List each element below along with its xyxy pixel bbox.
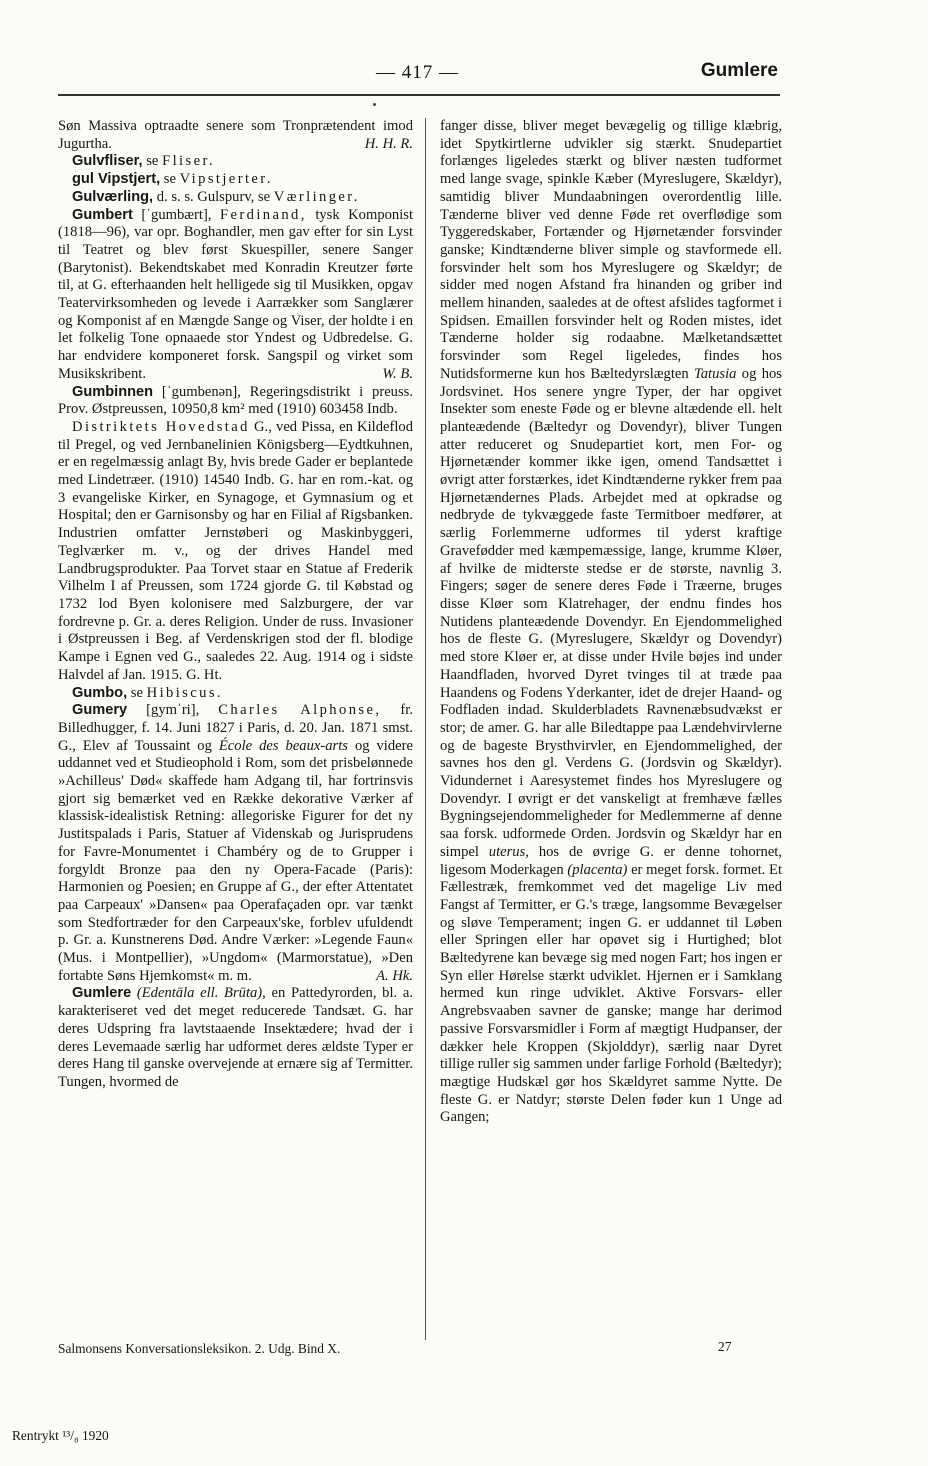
page-header <box>58 58 778 92</box>
person-name: Charles Alphonse, <box>218 702 382 719</box>
left-column <box>58 118 413 1092</box>
entry-gumlere: Gumlere (Edentāla ell. Brūta), en Pattedyrorden, bl. a. karakteriseret ved det meget reducerede Tandsæt. G. har deres Udspring fra lavtstaaende Insektædere; hvad der i deres Levemaade særlig har udformet deres ældste Typer er deres Hang til ganske overvejende at ernære sig af Termitter. Tungen, hvormed de <box>58 985 413 1090</box>
header-rule <box>58 94 780 96</box>
latin-name: (Edentāla ell. Brūta), <box>136 985 266 1002</box>
entry-gulvfliser: Gulvfliser, se Fliser. <box>72 153 215 170</box>
entry-gumbinnen-district-capital: Distriktets Hovedstad G., ved Pissa, en Kildeflod til Pregel, og ved Jernbanelinien Königsberg—Eydtkuhnen, er en regelmæssig anlagt By, hvis brede Gader er beplantede med Lindetræer. (1910) 14540 Indb. G. har en rom.-kat. og 3 evangeliske Kirker, en Synagoge, et Gymnasium og et Hospital; den er Garnisonsby og har en Filial af Rigsbanken. Industrien omfatter Jernstøberi og Maskinbyggeri, Teglværker m. v., og der drives Handel med Landbrugsprodukter. Paa Torvet staar en Statue af Frederik Vilhelm I af Preussen, som 1724 gjorde G. til Købstad og 1732 lod Byen kolonisere med Salzburgere, der var fordrevne p. Gr. a. deres Religion. Under de russ. Invasioner i Østpreussen i Beg. af Verdenskrigen stod der fl. blodige Kampe i Egnen ved G., saaledes 22. Aug. 1914 og i sidste Halvdel af Jan. 1915. G. Ht. <box>58 418 413 683</box>
entry-gumbinnen: Gumbinnen [ˈgumbenən], Regeringsdistrikt i preuss. Prov. Østpreussen, 10950,8 km² med (1910) 603458 Indb. <box>58 383 413 418</box>
cross-reference: Fliser. <box>162 153 215 170</box>
headword: Gulværling, <box>72 188 154 205</box>
entry-gumlere-continued: fanger disse, bliver meget bevægelig og tillige klæbrig, idet Spytkirtlerne udvikler sig stærkt. Snudepartiet forlænges ligeledes stærkt og bliver næsten tudformet med lange svage, spinkle Kæber (Myreslugere, Skældyr), samtidig bliver Mundaabningen overordentlig lille. Tænderne bliver ved denne Føde ret overflødige som Tyggeredskaber, Fortænder og Hjørnetænder forsvinder ganske; Kindtænderne bliver simple og stavformede ell. forsvinder helt som hos Myreslugere og Skældyr; de sidder med nogen Afstand fra hinanden og griber ind mellem hinanden, saaledes at de oftest afslides tagformet i Spidsen. Emaillen forsvinder helt og Roden mistes, idet Tænderne holder sig rodaabne. Mælketandsættet forsvinder som Regel ligeledes, findes hos Nutidsformerne kun hos Bæltedyrslægten Tatusia og hos Jordsvinet. Hos senere yngre Typer, der har opgivet Insekter som eneste Føde og er blevne altædende ell. helt planteædende (Bæltedyr og Dovendyr), bliver Tungen atter reduceret og Snudepartiet kort, men For- og Hjørnetænder kommer ikke igen, omend Tandsættet i øvrigt atter forstærkes, idet Kindtænderne rykker frem paa Hjørnetændernes Plads. Arbejdet med at opkradse og nedbryde de tykvæggede faste Termitboer medfører, at særlig Forlemmerne udformes til yderst kraftige Gravefødder med kæmpemæssige, lange, krumme Kløer, af hvilke de midterste stedse er de største, navnlig 3. Fingers; søger de senere deres Føde i Træerne, bruges disse Kløer som Klatrehager, der endnu findes hos Nutidens planteædende Dovendyr. En Ejendommelighed hos de fleste G. (Myreslugere, Skældyr og Dovendyr) med store Kløer er, at disse under Hvile bøjes ind under Haandfladen, hvorved Dyret tvinges til at træde paa Haandens og Fodens Yderkanter, idet de drejer Haand- og Fodfladen indad. Skulderbladets Ravnenæbsudvækst er stor; de amer. G. har alle Biledtappe paa Lændehvirvlerne og de bageste Brysthvirvler, en Ejendommelighed, der savnes hos den gl. Verdens G. (Jordsvin og Skældyr). Vidundernet i Aaresystemet findes hos Myreslugere og Dovendyr. I øvrigt er det vanskeligt at fremhæve fælles Bygningsejendommeligheder for Medlemmerne af denne saa forsk. udformede Orden. Jordsvin og Skældyr har en simpel uterus, hos de øvrige G. er denne tohornet, ligesom Moderkagen (placenta) er meget forsk. formet. Et Fællestræk, fremkommet ved det magelige Liv med Fangst af Termitter, er G.'s træge, langsomme Bevægelser og sløve Temperament; ingen G. er uddannet til Løben eller Springen eller har opøvet sig i Hurtighed; blot Bæltedyrene kan bevæge sig med nogen Fart; hos ingen er Syn eller Hørelse stærkt udviklet. Hjernen er i Samklang hermed kun ringe udviklet. Aktive Forsvars- eller Angrebsvaaben savner de ganske; mange har derimod passive Forsvarsmidler i Form af mægtigt Hudpanser, der dækker hele Kroppen (Skjolddyr), særlig naar Dyret tillige ruller sig sammen under farlige Forhold (Bæltedyr); mægtige Hudskæl gør hos Skældyret samme Nytte. De fleste G. er Natdyr; største Delen føder kun 1 Unge ad Gangen; <box>440 118 782 1126</box>
genus-name: Tatusia <box>693 365 737 382</box>
author-signature: W. B. <box>382 365 413 382</box>
term-placenta: (placenta) <box>567 861 628 878</box>
headword: Gumbert <box>72 206 133 223</box>
headword: Gumbo, <box>72 684 128 701</box>
headword: Gumbinnen <box>72 383 154 400</box>
print-speck <box>373 103 376 106</box>
institution-name: École des beaux-arts <box>218 737 348 754</box>
cross-reference: Hibiscus. <box>146 684 223 701</box>
column-divider <box>425 118 426 1340</box>
headword: Gumery <box>72 702 128 719</box>
page-number: — 417 — <box>376 62 459 83</box>
running-head: Gumlere <box>700 60 778 81</box>
author-signature: A. Hk. <box>376 967 413 984</box>
entry-gulvaerling: Gulværling, d. s. s. Gulspurv, se Værlinger. <box>72 188 360 205</box>
footer-title: Salmonsens Konversationsleksikon. 2. Udg. Bind X. <box>58 1341 341 1356</box>
reprint-note: Rentrykt ¹³/₈ 1920 <box>12 1428 109 1443</box>
entry-gumbert: Gumbert [ˈgumbært], Ferdinand, tysk Komponist (1818—96), var opr. Boghandler, men gav efter for sin Lyst til Teatret og blev først Skuespiller, senere Sanger (Barytonist). Bekendtskabet med Konradin Kreutzer førte til, at G. efterhaanden helt helligede sig til Musikken, opgav Teatervirksomheden og levede i Aarrækker som Sanglærer og Komponist af en Mængde Sange og Viser, der holdte i en let folkelig Tone opnaaede stor Yndest og Udbredelse. G. har endvidere komponeret forsk. Sangspil og virket som Musikskribent. W. B. <box>58 206 414 382</box>
entry-gumery: Gumery [gymˈri], Charles Alphonse, fr. Billedhugger, f. 14. Juni 1827 i Paris, d. 20. Jan. 1871 smst. G., Elev af Toussaint og École des beaux-arts og videre uddannet ved et Studieophold i Rom, som det prisbelønnede »Achilleus' Død« skaffede ham Adgang til, har fortrinsvis gjort sig bemærket ved en Række dekorative Værker af klassisk-idealistisk Retning: allegoriske Figurer for det ny Justitspalads i Paris, Statuer af Videnskab og Jurisprudens for Favre-Monumentet i Chambéry og de to Grupper i forgyldt Bronze paa den ny Opera-Facade (Paris): Harmonien og Poesien; en Gruppe af G., der efter Attentatet paa Carpeaux' »Dansen« paa Operafaçaden opr. var tænkt som Stedfortræder for den Carpeaux'ske, forblev ufuldendt p. Gr. a. Kunstnerens Død. Andre Værker: »Legende Faun« (Mus. i Montpellier), »Ungdom« (Marmorstatue), »Den fortabte Søns Hjemkomst« m. m. A. Hk. <box>58 702 413 984</box>
entry-gumbo: Gumbo, se Hibiscus. <box>72 684 223 701</box>
term-uterus: uterus, <box>488 843 529 860</box>
headword: Gumlere <box>72 985 132 1002</box>
author-signature: G. Ht. <box>186 666 223 683</box>
headword: Gulvfliser, <box>72 153 143 170</box>
cross-reference: Vipstjerter. <box>179 171 273 188</box>
headword: gul Vipstjert, <box>72 171 161 188</box>
right-column <box>440 118 782 1127</box>
sheet-number: 27 <box>718 1339 732 1354</box>
person-name: Ferdinand, <box>219 206 307 223</box>
cross-reference: Værlinger. <box>273 188 360 205</box>
author-signature: H. H. R. <box>364 135 413 152</box>
entry-massiva-continued: Søn Massiva optraadte senere som Tronprætendent imod Jugurtha. H. H. R. <box>58 118 413 152</box>
entry-gul-vipstjert: gul Vipstjert, se Vipstjerter. <box>72 171 273 188</box>
